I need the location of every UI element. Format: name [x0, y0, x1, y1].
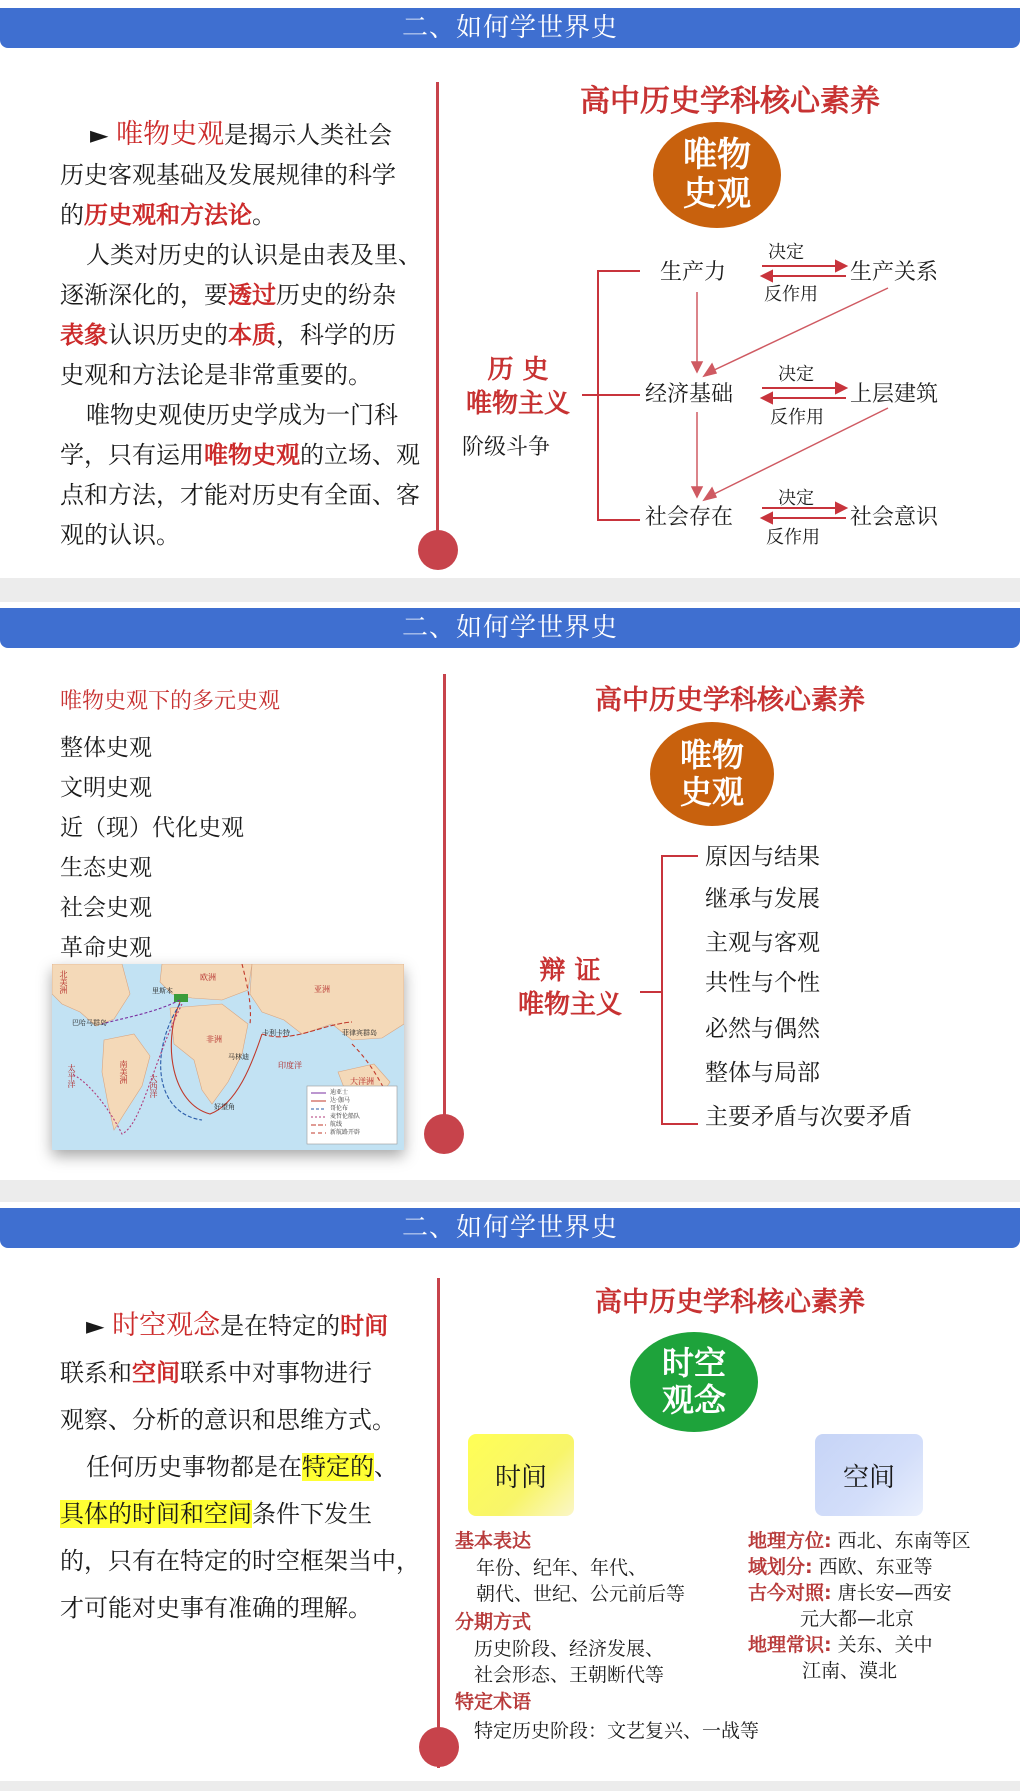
banner-title: 二、如何学世界史	[0, 1208, 1020, 1248]
basic-expression-heading: 基本表达	[455, 1530, 532, 1552]
historical-materialism-label: 历 史 唯物主义	[465, 355, 570, 419]
react-label-3: 反作用	[766, 527, 820, 548]
slide-separator	[0, 578, 1020, 602]
list-item: 文明史观	[60, 775, 152, 801]
map-label-goodhope: 好望角	[214, 1103, 235, 1111]
pair-item: 主观与客观	[705, 930, 820, 956]
paragraph-2: 人类对历史的认识是由表及里、 逐渐深化的，要透过历史的纷杂 表象认识历史的本质，科学的历 史观和方法论是非常重要的。	[60, 241, 422, 389]
geo-common-line-2: 江南、漠北	[802, 1660, 898, 1682]
basic-expression-line-2: 朝代、世纪、公元前后等	[476, 1583, 686, 1605]
banner-title: 二、如何学世界史	[0, 608, 1020, 648]
bottom-separator	[0, 1781, 1020, 1791]
list-item: 近（现）代化史观	[60, 815, 244, 841]
relations-diagram	[0, 0, 1020, 578]
region-division-line: 域划分: 西欧、东亚等	[748, 1556, 933, 1578]
slide-multiple-views	[0, 602, 1020, 1180]
slide-separator	[0, 1180, 1020, 1202]
terms-line-1: 特定历史阶段：文艺复兴、一战等	[474, 1720, 760, 1742]
paragraph-1: ► 时空观念是在特定的时间 联系和空间联系中对事物进行 观察、分析的意识和思维方式。	[60, 1310, 396, 1434]
map-label-bahamas: 巴哈马群岛	[72, 1019, 107, 1027]
period-method-heading: 分期方式	[455, 1611, 532, 1633]
pair-item: 主要矛盾与次要矛盾	[705, 1104, 912, 1130]
map-label-south-america: 南美洲	[119, 1060, 128, 1084]
map-label-africa: 非洲	[206, 1035, 222, 1044]
map-label-pacific: 太平洋	[67, 1064, 76, 1088]
paragraph-2: 任何历史事物都是在特定的、 具体的时间和空间条件下发生 的，只有在特定的时空框架当中， 才可能对史事有准确的理解。	[60, 1453, 420, 1622]
map-label-lisbon: 里斯本	[152, 987, 173, 995]
list-item: 革命史观	[60, 935, 152, 961]
pairs-bracket	[0, 602, 1020, 1180]
core-literacy-title: 高中历史学科核心素养	[595, 1287, 865, 1318]
ancient-modern-line-2: 元大都—北京	[800, 1608, 915, 1630]
map-label-europe: 欧洲	[200, 973, 216, 982]
timeline-dot	[419, 1727, 459, 1767]
period-method-line-2: 社会形态、王朝断代等	[474, 1664, 665, 1686]
production-relations: 生产关系	[850, 260, 939, 285]
class-struggle-label: 阶级斗争	[462, 435, 551, 460]
map-label-calicut: 卡利卡特	[262, 1029, 290, 1037]
pair-item: 继承与发展	[705, 886, 820, 912]
map-label-oceania: 大洋洲	[350, 1077, 374, 1086]
react-label-2: 反作用	[770, 407, 824, 428]
economic-base: 经济基础	[645, 382, 734, 407]
geo-common-line: 地理常识: 关东、关中	[748, 1634, 933, 1656]
map-legend: 迪亚士 达·伽马 哥伦布 麦哲伦船队 航线 新航路开辟	[330, 1089, 361, 1136]
productive-forces: 生产力	[660, 260, 727, 285]
slide-historical-materialism	[0, 0, 1020, 578]
decide-label-2: 决定	[778, 364, 814, 385]
map-label-malindi: 马林迪	[228, 1053, 249, 1061]
map-label-asia: 亚洲	[314, 985, 330, 994]
decide-label-3: 决定	[778, 488, 814, 509]
period-method-line-1: 历史阶段、经济发展、	[474, 1638, 665, 1660]
list-item: 整体史观	[60, 735, 152, 761]
bracket	[582, 271, 640, 520]
map-label-north-america: 北美洲	[59, 970, 68, 994]
social-being: 社会存在	[645, 505, 734, 530]
core-literacy-title: 高中历史学科核心素养	[580, 84, 880, 119]
social-consciousness: 社会意识	[850, 505, 939, 530]
terms-heading: 特定术语	[455, 1691, 532, 1713]
map-label-indian: 印度洋	[278, 1061, 302, 1070]
paragraph-1: ► 唯物史观是揭示人类社会 历史客观基础及发展规律的科学 的历史观和方法论。	[60, 119, 396, 229]
decide-label-1: 决定	[768, 242, 804, 263]
list-item: 生态史观	[60, 855, 152, 881]
historical-materialism-circle: 唯物 史观	[653, 122, 781, 228]
pair-item: 原因与结果	[705, 844, 820, 870]
space-box: 空间	[815, 1434, 923, 1516]
multiple-views-title: 唯物史观下的多元史观	[60, 689, 281, 714]
basic-expression-line-1: 年份、纪年、年代、	[476, 1557, 648, 1579]
list-item: 社会史观	[60, 895, 152, 921]
react-label-1: 反作用	[764, 284, 818, 305]
map-label-philippines: 菲律宾群岛	[342, 1029, 377, 1037]
time-box: 时间	[468, 1434, 574, 1516]
pair-item: 必然与偶然	[705, 1016, 820, 1042]
pair-item: 整体与局部	[705, 1060, 820, 1086]
historical-materialism-circle: 唯物 史观	[650, 722, 774, 826]
geo-position-line: 地理方位: 西北、东南等区	[748, 1530, 971, 1552]
ancient-modern-line: 古今对照: 唐长安—西安	[748, 1582, 952, 1604]
slide-spacetime	[0, 1202, 1020, 1791]
paragraph-3: 唯物史观使历史学成为一门科 学，只有运用唯物史观的立场、观 点和方法，才能对历史有全面、客 观的认识。	[60, 401, 420, 549]
core-literacy-title: 高中历史学科核心素养	[595, 685, 865, 716]
dialectical-materialism-label: 辩 证 唯物主义	[517, 956, 622, 1020]
map-label-atlantic: 大西洋	[149, 1074, 158, 1098]
intro-text-block	[60, 1302, 440, 1632]
banner-title: 二、如何学世界史	[0, 8, 1020, 48]
superstructure: 上层建筑	[850, 382, 939, 407]
spacetime-circle: 时空 观念	[630, 1332, 758, 1432]
timeline-line	[437, 1278, 440, 1768]
pair-item: 共性与个性	[705, 970, 820, 996]
